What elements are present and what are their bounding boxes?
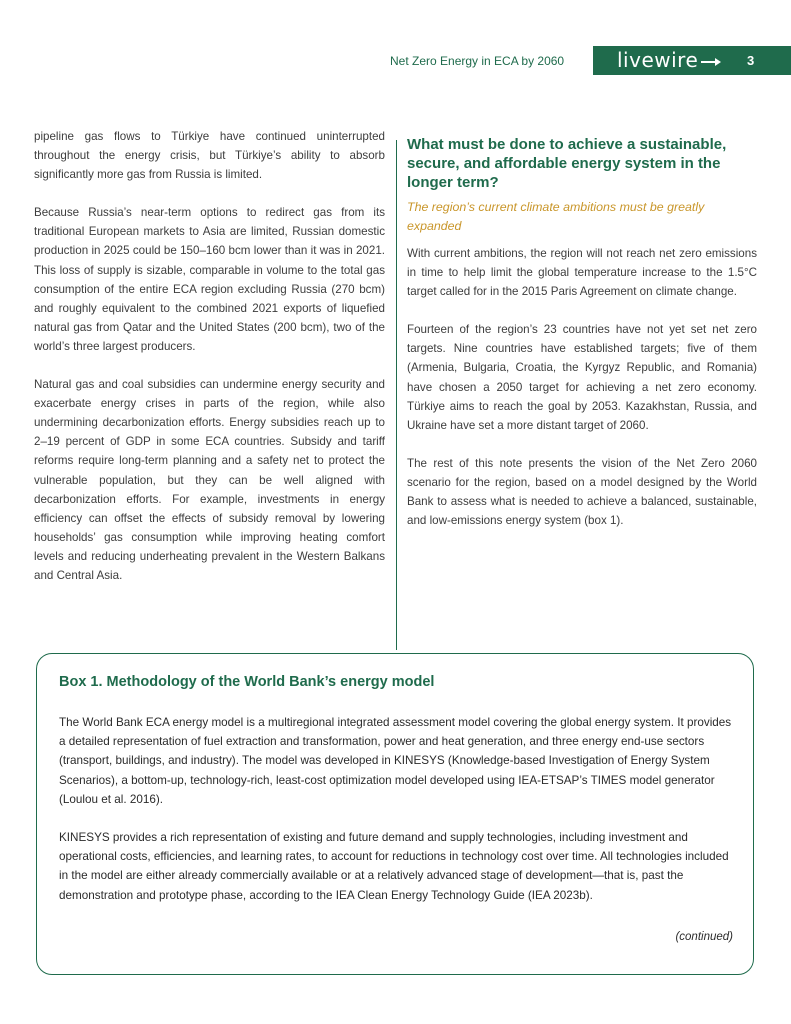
box-paragraph-1: The World Bank ECA energy model is a multiregional integrated assessment model covering the global energy system. It provides a detailed representation of fuel extraction and transformation, power and heat generation, and three energy end-use sectors (transport, buildings, and industry). The model was developed in KINESYS (Knowledge-based Investigation of Energy System Scenarios), a bottom-up, technology-rich, least-cost optimization model developed using IEA-ETSAP’s TIMES model generator (Loulou et al. 2016). [59, 716, 732, 806]
right-paragraph-1: With current ambitions, the region will not reach net zero emissions in time to help limit the global temperature increase to the 1.5°C target called for in the 2015 Paris Agreement on climate change. [407, 247, 757, 299]
continued-label: (continued) [675, 931, 733, 943]
left-paragraph-2: Because Russia’s near-term options to redirect gas from its traditional European markets to Asia are limited, Russian domestic production in 2025 could be 150–160 bcm lower than it was in 2021. This loss of supply is sizable, comparable in volume to the total gas consumption of the entire ECA region excluding Russia (270 bcm) and roughly equivalent to the combined 2021 exports of liquefied natural gas from Qatar and the United States (200 bcm), two of the world’s three largest producers. [34, 206, 385, 353]
left-column [34, 127, 385, 604]
livewire-logo-bar [593, 46, 791, 75]
left-paragraph-1: pipeline gas flows to Türkiye have continued uninterrupted throughout the energy crisis, but Türkiye’s ability to absorb significantly more gas from Russia is limited. [34, 130, 385, 182]
livewire-logo: livewire [617, 48, 699, 72]
section-subheading: The region’s current climate ambitions must be greatly expanded [407, 200, 705, 233]
right-paragraph-2: Fourteen of the region’s 23 countries have not yet set net zero targets. Nine countries have established targets; five of them (Armenia, Bulgaria, Croatia, the Kyrgyz Republic, and Romania) have chosen a 2050 target for achieving a net zero economy. Türkiye aims to reach the goal by 2053. Kazakhstan, Russia, and Ukraine have set a more distant target of 2060. [407, 323, 757, 432]
right-column [407, 135, 757, 549]
running-header-title: Net Zero Energy in ECA by 2060 [390, 54, 565, 68]
left-paragraph-3: Natural gas and coal subsidies can undermine energy security and exacerbate energy crises in parts of the region, while also undermining decarbonization efforts. Energy subsidies reach up to 2–19 percent of GDP in some ECA countries. Subsidy and tariff reforms require long-term planning and a safety net to protect the vulnerable population, but they can be well aligned with decarbonization efforts. For example, investments in energy efficiency can offset the effects of subsidy removal by lowering households’ gas consumption while improving heating comfort levels and reducing underheating prevalent in the Western Balkans and Central Asia. [34, 378, 385, 582]
box-paragraph-2: KINESYS provides a rich representation of existing and future demand and supply technologies, including investment and operational costs, efficiencies, and learning rates, to account for reductions in technology cost over time. All technologies included in the model are either already commercially available or at a relatively advanced stage of development—that is, past the demonstration and prototype phase, according to the IEA Clean Energy Technology Guide (IEA 2023b). [59, 831, 729, 902]
methodology-box [36, 653, 754, 975]
box-body [59, 713, 733, 924]
section-heading: What must be done to achieve a sustainable, secure, and affordable energy system in the longer term? [407, 136, 727, 191]
page-number: 3 [747, 53, 755, 68]
plug-icon [701, 52, 723, 66]
box-title: Box 1. Methodology of the World Bank’s energy model [59, 674, 435, 690]
column-divider [396, 140, 397, 650]
right-paragraph-3: The rest of this note presents the vision of the Net Zero 2060 scenario for the region, based on a model designed by the World Bank to assess what is needed to achieve a balanced, sustainable, and low-emissions energy system (box 1). [407, 456, 757, 528]
